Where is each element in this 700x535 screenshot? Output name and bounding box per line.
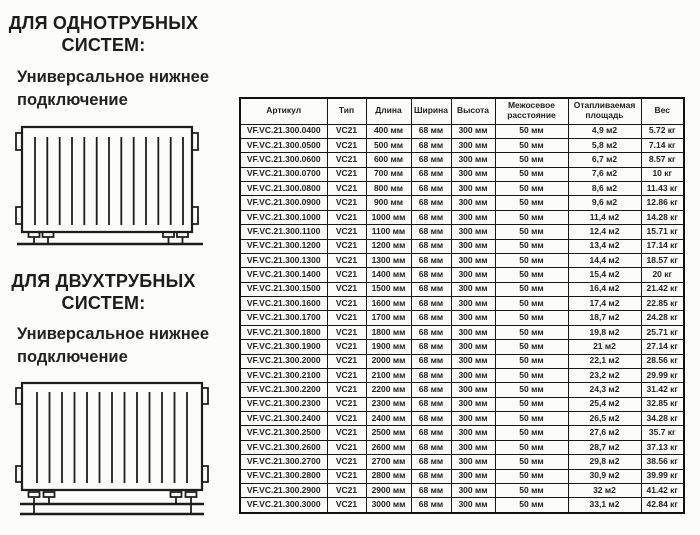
spec-table-cell: 34.28 кг (641, 412, 684, 426)
spec-table-cell: VF.VC.21.300.1400 (240, 268, 327, 282)
spec-table-cell: 18,7 м2 (568, 311, 641, 325)
spec-table-cell: 20 кг (641, 268, 684, 282)
spec-table-cell: 68 мм (411, 412, 451, 426)
spec-table-cell: VF.VC.21.300.2500 (240, 426, 327, 440)
spec-table-cell: VC21 (327, 440, 366, 454)
spec-table-cell: 50 мм (495, 498, 568, 513)
column-header-heated-area: Отапливаемая площадь (568, 98, 641, 124)
spec-table-cell: 300 мм (451, 440, 495, 454)
spec-table-cell: 12,4 м2 (568, 225, 641, 239)
spec-table-cell: 68 мм (411, 325, 451, 339)
spec-table-cell: 68 мм (411, 498, 451, 513)
spec-table-cell: 50 мм (495, 124, 568, 138)
spec-table-cell: 32 м2 (568, 483, 641, 497)
column-header-width: Ширина (411, 98, 451, 124)
spec-table-row (240, 483, 684, 497)
spec-table-row (240, 210, 684, 224)
spec-table-cell: VC21 (327, 182, 366, 196)
spec-table-cell: 68 мм (411, 354, 451, 368)
spec-table-cell: 21.42 кг (641, 282, 684, 296)
spec-table-cell: VC21 (327, 498, 366, 513)
radiator-bottom-connection-double-pipe-icon (10, 372, 210, 524)
spec-table-cell: VC21 (327, 282, 366, 296)
spec-table-cell: 1600 мм (366, 297, 411, 311)
spec-table-row (240, 412, 684, 426)
spec-table-row (240, 368, 684, 382)
spec-table-cell: 14,4 м2 (568, 253, 641, 267)
spec-table-cell: VC21 (327, 225, 366, 239)
spec-table-cell: VC21 (327, 268, 366, 282)
spec-table-cell: 50 мм (495, 325, 568, 339)
spec-table-row (240, 124, 684, 138)
spec-table-cell: VF.VC.21.300.0900 (240, 196, 327, 210)
spec-table-cell: 300 мм (451, 153, 495, 167)
spec-table-cell: 42.84 кг (641, 498, 684, 513)
spec-table-cell: 900 мм (366, 196, 411, 210)
spec-table-row (240, 196, 684, 210)
spec-table-row (240, 167, 684, 181)
spec-table-cell: 8,6 м2 (568, 182, 641, 196)
column-header-axle-distance: Межосевое расстояние (495, 98, 568, 124)
spec-table-cell: VC21 (327, 325, 366, 339)
spec-table-cell: 300 мм (451, 268, 495, 282)
spec-table-cell: 5.72 кг (641, 124, 684, 138)
spec-table-row (240, 340, 684, 354)
spec-table-cell: VC21 (327, 426, 366, 440)
spec-table-cell: VC21 (327, 412, 366, 426)
spec-table-cell: 27.14 кг (641, 340, 684, 354)
spec-table-cell: VC21 (327, 469, 366, 483)
spec-table-cell: 14.28 кг (641, 210, 684, 224)
spec-table-cell: 68 мм (411, 153, 451, 167)
spec-table-cell: 68 мм (411, 124, 451, 138)
spec-table-cell: 1500 мм (366, 282, 411, 296)
spec-table-cell: 7,6 м2 (568, 167, 641, 181)
spec-table-cell: VF.VC.21.300.1000 (240, 210, 327, 224)
spec-table-cell: VF.VC.21.300.2100 (240, 368, 327, 382)
spec-table-cell: 68 мм (411, 253, 451, 267)
spec-table-cell: VC21 (327, 483, 366, 497)
spec-table-cell: 68 мм (411, 483, 451, 497)
spec-table-cell: 9,6 м2 (568, 196, 641, 210)
spec-table-cell: 50 мм (495, 282, 568, 296)
spec-table-cell: 50 мм (495, 412, 568, 426)
spec-table-cell: 50 мм (495, 426, 568, 440)
spec-table-cell: 68 мм (411, 282, 451, 296)
spec-table-cell: 15,4 м2 (568, 268, 641, 282)
spec-table-cell: 2500 мм (366, 426, 411, 440)
spec-table-cell: 300 мм (451, 297, 495, 311)
spec-table-row (240, 397, 684, 411)
spec-table-cell: 12.86 кг (641, 196, 684, 210)
spec-table-cell: 28.56 кг (641, 354, 684, 368)
spec-table-cell: 33,1 м2 (568, 498, 641, 513)
spec-table-cell: 1300 мм (366, 253, 411, 267)
spec-table-cell: 8.57 кг (641, 153, 684, 167)
spec-table-cell: 50 мм (495, 440, 568, 454)
spec-table-cell: 50 мм (495, 167, 568, 181)
spec-table-cell: 2900 мм (366, 483, 411, 497)
spec-table-cell: 19,8 м2 (568, 325, 641, 339)
spec-table-cell: 300 мм (451, 426, 495, 440)
spec-table-cell: 50 мм (495, 483, 568, 497)
spec-table-cell: VC21 (327, 455, 366, 469)
spec-table-cell: 300 мм (451, 412, 495, 426)
spec-table-cell: 50 мм (495, 397, 568, 411)
spec-table-cell: VC21 (327, 153, 366, 167)
spec-table-cell: 50 мм (495, 383, 568, 397)
spec-table-cell: 22.85 кг (641, 297, 684, 311)
spec-table-cell: 68 мм (411, 397, 451, 411)
spec-table-row (240, 311, 684, 325)
spec-table-cell: 68 мм (411, 340, 451, 354)
spec-table-row (240, 153, 684, 167)
spec-table-cell: 300 мм (451, 253, 495, 267)
spec-table-cell: VC21 (327, 397, 366, 411)
spec-table-cell: 10 кг (641, 167, 684, 181)
spec-table-cell: VF.VC.21.300.0700 (240, 167, 327, 181)
radiator-bottom-connection-single-pipe-icon (10, 112, 210, 252)
spec-table-cell: 50 мм (495, 239, 568, 253)
spec-table-cell: 50 мм (495, 340, 568, 354)
spec-table-cell: 68 мм (411, 182, 451, 196)
spec-table-cell: VF.VC.21.300.3000 (240, 498, 327, 513)
spec-table-cell: 68 мм (411, 383, 451, 397)
spec-table-row (240, 182, 684, 196)
spec-table-cell: 1400 мм (366, 268, 411, 282)
spec-table-cell: 7.14 кг (641, 138, 684, 152)
spec-table-cell: VF.VC.21.300.1700 (240, 311, 327, 325)
spec-table-cell: 300 мм (451, 196, 495, 210)
spec-table-cell: 27,6 м2 (568, 426, 641, 440)
spec-table-cell: VC21 (327, 297, 366, 311)
spec-table-cell: 68 мм (411, 440, 451, 454)
spec-table-cell: VC21 (327, 311, 366, 325)
spec-table-cell: 300 мм (451, 383, 495, 397)
spec-table-cell: 2400 мм (366, 412, 411, 426)
spec-table-cell: 68 мм (411, 311, 451, 325)
spec-table-cell: 26,5 м2 (568, 412, 641, 426)
spec-table-cell: VF.VC.21.300.2000 (240, 354, 327, 368)
spec-table-cell: VC21 (327, 239, 366, 253)
spec-table-cell: 68 мм (411, 426, 451, 440)
spec-table-cell: 2600 мм (366, 440, 411, 454)
spec-table-cell: 38.56 кг (641, 455, 684, 469)
spec-table-cell: 700 мм (366, 167, 411, 181)
spec-table-cell: 2800 мм (366, 469, 411, 483)
spec-table-cell: 30,9 м2 (568, 469, 641, 483)
spec-table-cell: 68 мм (411, 210, 451, 224)
spec-table-cell: 1200 мм (366, 239, 411, 253)
spec-table-cell: 68 мм (411, 225, 451, 239)
column-header-type: Тип (327, 98, 366, 124)
spec-table-cell: VC21 (327, 253, 366, 267)
spec-table-cell: VC21 (327, 167, 366, 181)
spec-table-cell: 39.99 кг (641, 469, 684, 483)
spec-table-header (240, 98, 684, 124)
radiator-spec-table (239, 97, 685, 514)
spec-table-cell: 22,1 м2 (568, 354, 641, 368)
spec-table-cell: 300 мм (451, 311, 495, 325)
spec-table-cell: 68 мм (411, 268, 451, 282)
spec-table-cell: VF.VC.21.300.1200 (240, 239, 327, 253)
spec-table-cell: 29.99 кг (641, 368, 684, 382)
spec-table-cell: VF.VC.21.300.2300 (240, 397, 327, 411)
spec-table-cell: 24,3 м2 (568, 383, 641, 397)
spec-table-row (240, 498, 684, 513)
spec-table-cell: 17,4 м2 (568, 297, 641, 311)
spec-table-cell: 2300 мм (366, 397, 411, 411)
spec-table-cell: 300 мм (451, 167, 495, 181)
spec-table-cell: 68 мм (411, 469, 451, 483)
spec-table-cell: 68 мм (411, 455, 451, 469)
spec-table-cell: 68 мм (411, 297, 451, 311)
single-pipe-section-heading: ДЛЯ ОДНОТРУБНЫХ СИСТЕМ: (8, 13, 199, 55)
spec-table-cell: VF.VC.21.300.2200 (240, 383, 327, 397)
spec-table-cell: 300 мм (451, 368, 495, 382)
spec-table-cell: 50 мм (495, 469, 568, 483)
spec-table-row (240, 325, 684, 339)
spec-table-row (240, 225, 684, 239)
spec-table-cell: 24.28 кг (641, 311, 684, 325)
spec-table-cell: 68 мм (411, 239, 451, 253)
spec-table-row (240, 455, 684, 469)
spec-table-cell: 300 мм (451, 138, 495, 152)
double-pipe-section-heading: ДЛЯ ДВУХТРУБНЫХ СИСТЕМ: (11, 271, 196, 313)
spec-table-cell: 13,4 м2 (568, 239, 641, 253)
spec-table-cell: 28,7 м2 (568, 440, 641, 454)
spec-table-cell: 68 мм (411, 138, 451, 152)
spec-table-cell: 300 мм (451, 455, 495, 469)
spec-table-cell: VC21 (327, 210, 366, 224)
spec-table-cell: VC21 (327, 138, 366, 152)
spec-table-cell: 68 мм (411, 167, 451, 181)
spec-table-cell: 2700 мм (366, 455, 411, 469)
spec-table-cell: 50 мм (495, 297, 568, 311)
spec-table-row (240, 282, 684, 296)
column-header-article: Артикул (240, 98, 327, 124)
spec-table-cell: 68 мм (411, 196, 451, 210)
radiator-connection-valves (29, 232, 189, 244)
spec-table-row (240, 138, 684, 152)
spec-table-cell: 21 м2 (568, 340, 641, 354)
spec-table-cell: 300 мм (451, 210, 495, 224)
spec-table-cell: 6,7 м2 (568, 153, 641, 167)
column-header-length: Длина (366, 98, 411, 124)
spec-table-cell: 50 мм (495, 368, 568, 382)
spec-table-cell: VC21 (327, 383, 366, 397)
spec-table-row (240, 383, 684, 397)
spec-table-cell: 300 мм (451, 498, 495, 513)
spec-table-cell: 50 мм (495, 153, 568, 167)
spec-table-cell: VF.VC.21.300.1300 (240, 253, 327, 267)
spec-table-cell: 1700 мм (366, 311, 411, 325)
spec-table-row (240, 440, 684, 454)
spec-table-cell: 35.7 кг (641, 426, 684, 440)
spec-table-cell: 15.71 кг (641, 225, 684, 239)
spec-table-cell: 2100 мм (366, 368, 411, 382)
spec-table-cell: VF.VC.21.300.2400 (240, 412, 327, 426)
spec-table-cell: 50 мм (495, 253, 568, 267)
spec-table-cell: 11,4 м2 (568, 210, 641, 224)
spec-table-cell: 50 мм (495, 182, 568, 196)
spec-table-cell: 25.71 кг (641, 325, 684, 339)
spec-table-cell: VF.VC.21.300.0600 (240, 153, 327, 167)
spec-table-cell: 18.57 кг (641, 253, 684, 267)
spec-table-row (240, 253, 684, 267)
spec-table-row (240, 239, 684, 253)
spec-table-cell: 68 мм (411, 368, 451, 382)
spec-table-cell: 300 мм (451, 124, 495, 138)
spec-table-cell: 25,4 м2 (568, 397, 641, 411)
spec-table-cell: 37.13 кг (641, 440, 684, 454)
spec-table-cell: VC21 (327, 340, 366, 354)
spec-table-cell: 50 мм (495, 138, 568, 152)
spec-table-cell: 1800 мм (366, 325, 411, 339)
spec-table-cell: 11.43 кг (641, 182, 684, 196)
spec-table-cell: VF.VC.21.300.2600 (240, 440, 327, 454)
spec-table-cell: 16,4 м2 (568, 282, 641, 296)
column-header-weight: Вес (641, 98, 684, 124)
spec-table-cell: 300 мм (451, 354, 495, 368)
spec-table-cell: 50 мм (495, 455, 568, 469)
spec-table-cell: 50 мм (495, 210, 568, 224)
spec-table-cell: 29,8 м2 (568, 455, 641, 469)
spec-table-row (240, 354, 684, 368)
column-header-height: Высота (451, 98, 495, 124)
spec-table-cell: VF.VC.21.300.0400 (240, 124, 327, 138)
spec-table-cell: 1000 мм (366, 210, 411, 224)
radiator-fins (35, 137, 183, 225)
spec-table-cell: VC21 (327, 196, 366, 210)
spec-table-cell: 300 мм (451, 397, 495, 411)
spec-table-cell: VC21 (327, 368, 366, 382)
spec-table-cell: 23,2 м2 (568, 368, 641, 382)
spec-table-cell: VF.VC.21.300.1600 (240, 297, 327, 311)
spec-table-row (240, 297, 684, 311)
spec-table-cell: VF.VC.21.300.1800 (240, 325, 327, 339)
spec-table-row (240, 426, 684, 440)
spec-table-cell: 5,8 м2 (568, 138, 641, 152)
spec-table-cell: 50 мм (495, 311, 568, 325)
header-row (240, 98, 684, 124)
spec-table-cell: 31.42 кг (641, 383, 684, 397)
spec-table-cell: 50 мм (495, 268, 568, 282)
spec-table-cell: 300 мм (451, 325, 495, 339)
spec-table-cell: 1900 мм (366, 340, 411, 354)
double-pipe-section-subheading: Универсальное нижнее подключение (17, 325, 210, 366)
spec-table-cell: 2000 мм (366, 354, 411, 368)
spec-table-cell: 32.85 кг (641, 397, 684, 411)
spec-table-cell: 300 мм (451, 182, 495, 196)
spec-table-row (240, 268, 684, 282)
spec-table-body (240, 124, 684, 513)
radiator-fins (37, 392, 187, 483)
spec-table-cell: VC21 (327, 124, 366, 138)
spec-table-cell: 1100 мм (366, 225, 411, 239)
spec-table-cell: 600 мм (366, 153, 411, 167)
spec-table-cell: 4,9 м2 (568, 124, 641, 138)
spec-table-cell: 800 мм (366, 182, 411, 196)
spec-table-cell: 2200 мм (366, 383, 411, 397)
spec-table-cell: 41.42 кг (641, 483, 684, 497)
spec-table-cell: 300 мм (451, 340, 495, 354)
spec-table-cell: VF.VC.21.300.2700 (240, 455, 327, 469)
spec-table-cell: VC21 (327, 354, 366, 368)
spec-table-cell: 500 мм (366, 138, 411, 152)
spec-table-cell: 300 мм (451, 469, 495, 483)
spec-table-cell: 400 мм (366, 124, 411, 138)
spec-table-cell: 300 мм (451, 239, 495, 253)
spec-table-cell: VF.VC.21.300.1500 (240, 282, 327, 296)
single-pipe-section-subheading: Универсальное нижнее подключение (17, 68, 210, 109)
spec-table-cell: VF.VC.21.300.2900 (240, 483, 327, 497)
spec-table-cell: 17.14 кг (641, 239, 684, 253)
spec-table-cell: VF.VC.21.300.1900 (240, 340, 327, 354)
spec-table-cell: 300 мм (451, 282, 495, 296)
spec-table-cell: VF.VC.21.300.2800 (240, 469, 327, 483)
spec-table-row (240, 469, 684, 483)
spec-table-cell: 300 мм (451, 225, 495, 239)
spec-table-cell: 50 мм (495, 225, 568, 239)
spec-table-cell: VF.VC.21.300.1100 (240, 225, 327, 239)
spec-table-cell: 3000 мм (366, 498, 411, 513)
spec-table-cell: VF.VC.21.300.0800 (240, 182, 327, 196)
spec-table-cell: VF.VC.21.300.0500 (240, 138, 327, 152)
spec-table-cell: 300 мм (451, 483, 495, 497)
spec-table-cell: 50 мм (495, 196, 568, 210)
spec-table-cell: 50 мм (495, 354, 568, 368)
